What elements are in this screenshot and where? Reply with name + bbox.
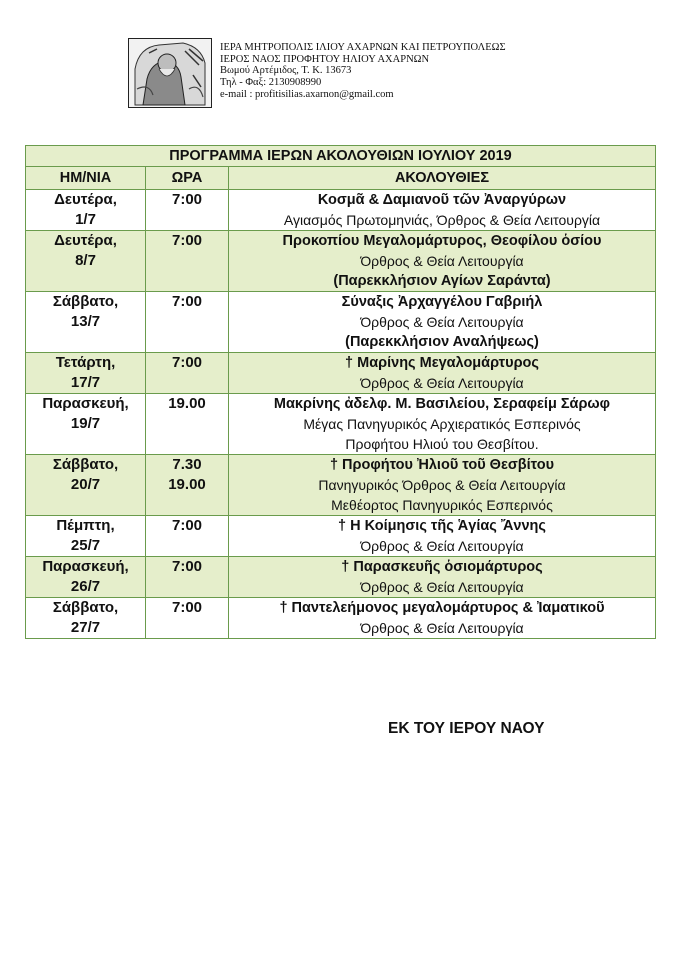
row-time: 19.00 [168,476,206,493]
header-line-address: Βωμού Αρτέμιδος, Τ. Κ. 13673 [220,65,352,77]
row-services-cell [229,557,656,598]
row-date-cell [26,516,146,557]
column-header-date: ΗΜ/ΝΙΑ [26,167,146,190]
row-services-cell [229,190,656,231]
row-time: 7:00 [171,191,203,208]
service-feast-name: † Προφήτου Ἠλιοῦ τοῦ Θεσβίτου [329,457,555,473]
row-time-cell [146,353,229,394]
row-weekday: Πέμπτη, [56,517,115,534]
service-feast-name: † Μαρίνης Μεγαλομάρτυρος [345,355,539,371]
service-feast-name: Κοσμᾶ & Δαμιανοῦ τῶν Ἀναργύρων [317,192,567,208]
row-date-cell [26,455,146,516]
schedule-row [26,455,656,516]
schedule-row [26,190,656,231]
row-date-cell [26,353,146,394]
schedule-row [26,516,656,557]
row-date-cell [26,231,146,292]
row-time-cell [146,231,229,292]
service-description: Πανηγυρικός Όρθρος & Θεία Λειτουργία [318,477,566,493]
row-services-cell [229,598,656,639]
row-date: 8/7 [75,252,96,269]
schedule-row [26,292,656,353]
row-services-cell [229,455,656,516]
row-weekday: Τετάρτη, [55,354,116,371]
row-date: 27/7 [70,619,101,636]
service-description: Όρθρος & Θεία Λειτουργία [360,538,524,554]
schedule-row [26,231,656,292]
row-time-cell [146,394,229,455]
column-header-time: ΩΡΑ [146,167,229,190]
row-date-cell [26,292,146,353]
row-services-cell [229,231,656,292]
row-date-cell [26,394,146,455]
row-services-cell [229,394,656,455]
header-line-phone: Τηλ - Φαξ: 2130908990 [220,77,322,89]
service-description: Μέγας Πανηγυρικός Αρχιερατικός Εσπερινός [303,416,581,432]
schedule-row [26,353,656,394]
row-time-cell [146,516,229,557]
schedule-row [26,394,656,455]
column-header-services: ΑΚΟΛΟΥΘΙΕΣ [229,167,656,190]
service-feast-name: Σύναξις Ἀρχαγγέλου Γαβριήλ [341,294,543,310]
row-date: 20/7 [70,476,101,493]
service-description: Αγιασμός Πρωτομηνιάς, Όρθρος & Θεία Λειτουργία [283,212,601,228]
row-weekday: Σάββατο, [52,599,119,616]
row-time: 7:00 [171,354,203,371]
service-feast-name: † Παρασκευῆς ὁσιομάρτυρος [341,559,543,575]
row-services-cell [229,353,656,394]
service-description: Όρθρος & Θεία Λειτουργία [360,314,524,330]
row-weekday: Παρασκευή, [42,558,129,575]
row-time: 7:00 [171,517,203,534]
service-feast-name: † Παντελεήμονος μεγαλομάρτυρος & Ἰαματικοῦ [279,600,605,616]
row-time: 7:00 [171,293,203,310]
service-description: Όρθρος & Θεία Λειτουργία [360,253,524,269]
row-weekday: Δευτέρα, [54,232,117,249]
schedule-title: ΠΡΟΓΡΑΜΜΑ ΙΕΡΩΝ ΑΚΟΛΟΥΘΙΩΝ ΙΟΥΛΙΟΥ 2019 [26,146,656,167]
row-time-cell [146,190,229,231]
schedule-row [26,598,656,639]
schedule-row [26,557,656,598]
row-date: 13/7 [70,313,101,330]
row-date-cell [26,190,146,231]
service-feast-name: Προκοπίου Μεγαλομάρτυρος, Θεοφίλου ὁσίου [282,233,602,249]
row-services-cell [229,292,656,353]
row-date: 17/7 [70,374,101,391]
row-weekday: Σάββατο, [52,293,119,310]
row-weekday: Δευτέρα, [54,191,117,208]
row-date: 19/7 [70,415,101,432]
service-description: Προφήτου Ηλιού του Θεσβίτου. [345,436,539,452]
service-description: Μεθέορτος Πανηγυρικός Εσπερινός [331,497,553,513]
services-schedule-table [25,145,656,639]
row-time-cell [146,598,229,639]
prophet-elijah-icon [128,38,212,108]
row-date-cell [26,557,146,598]
service-description: Όρθρος & Θεία Λειτουργία [360,620,524,636]
service-description: Όρθρος & Θεία Λειτουργία [360,375,524,391]
service-location-note: (Παρεκκλήσιον Αναλήψεως) [345,334,539,350]
service-description: Όρθρος & Θεία Λειτουργία [360,579,524,595]
row-time: 7.30 [172,456,202,473]
service-feast-name: † Η Κοίμησις τῆς Ἁγίας Ἄννης [338,518,546,534]
service-feast-name: Μακρίνης ἀδελφ. Μ. Βασιλείου, Σεραφείμ Σάρωφ [273,396,611,412]
row-time: 7:00 [171,558,203,575]
header-line-metropolis: ΙΕΡΑ ΜΗΤΡΟΠΟΛΙΣ ΙΛΙΟΥ ΑΧΑΡΝΩΝ ΚΑΙ ΠΕΤΡΟΥΠΟΛΕΩΣ [220,42,506,53]
row-services-cell [229,516,656,557]
row-date-cell [26,598,146,639]
header-line-email: e-mail : profitisilias.axarnon@gmail.com [220,88,394,100]
row-date: 25/7 [70,537,101,554]
signature-line: ΕΚ ΤΟΥ ΙΕΡΟΥ ΝΑΟΥ [388,720,545,737]
row-weekday: Παρασκευή, [42,395,129,412]
row-time: 19.00 [168,395,206,412]
row-date: 1/7 [75,211,96,228]
letterhead [128,38,608,108]
row-weekday: Σάββατο, [52,456,119,473]
row-time: 7:00 [171,232,203,249]
row-date: 26/7 [70,578,101,595]
row-time-cell [146,292,229,353]
service-location-note: (Παρεκκλήσιον Αγίων Σαράντα) [333,273,551,289]
row-time: 7:00 [171,599,203,616]
row-time-cell [146,455,229,516]
header-line-church: ΙΕΡΟΣ ΝΑΟΣ ΠΡΟΦΗΤΟΥ ΗΛΙΟΥ ΑΧΑΡΝΩΝ [220,53,430,65]
row-time-cell [146,557,229,598]
